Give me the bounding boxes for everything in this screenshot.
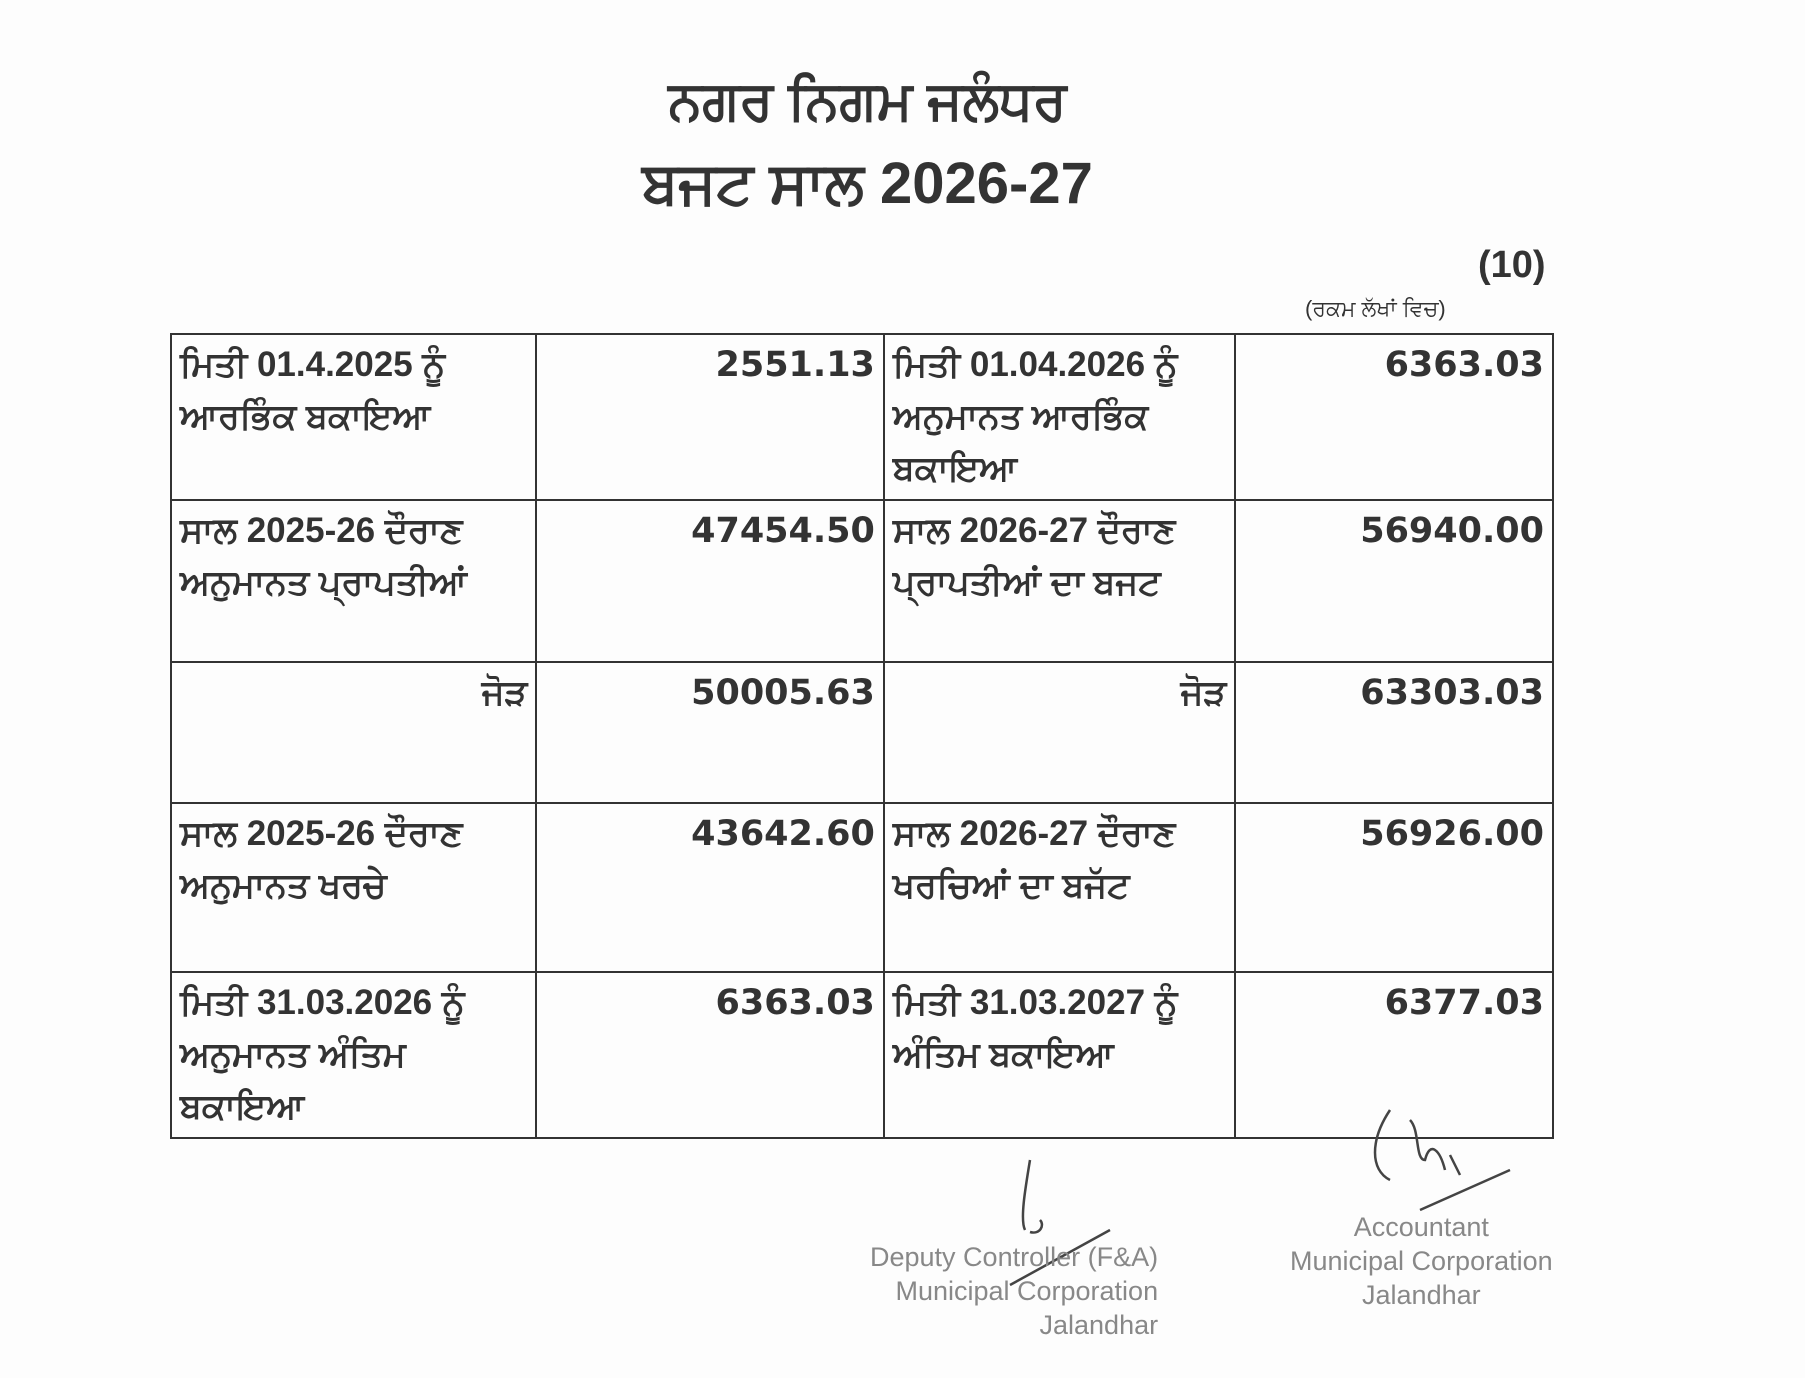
table-row-total	[171, 662, 1553, 803]
total-label: ਜੋੜ	[171, 662, 536, 803]
page-number: (10)	[1478, 244, 1546, 286]
row-value: 43642.60	[536, 803, 884, 972]
signatory-org: Municipal Corporation	[1290, 1246, 1553, 1276]
signature-block-deputy-controller	[870, 1240, 1158, 1342]
document-subtitle: ਬਜਟ ਸਾਲ 2026-27	[642, 151, 1093, 216]
row-label: ਮਿਤੀ 01.4.2025 ਨੂੰ ਆਰਭਿੰਕ ਬਕਾਇਆ	[171, 334, 536, 500]
table-row	[171, 334, 1553, 500]
row-label: ਸਾਲ 2025-26 ਦੌਰਾਣ ਅਨੁਮਾਨਤ ਪ੍ਰਾਪਤੀਆਂ	[171, 500, 536, 662]
row-value: 56940.00	[1235, 500, 1553, 662]
row-value: 2551.13	[536, 334, 884, 500]
budget-summary-table	[170, 333, 1554, 1139]
row-value: 6363.03	[536, 972, 884, 1138]
signature-block-accountant	[1290, 1210, 1553, 1312]
row-value: 6377.03	[1235, 972, 1553, 1138]
total-value: 50005.63	[536, 662, 884, 803]
signatory-city: Jalandhar	[1039, 1310, 1159, 1340]
row-label: ਸਾਲ 2026-27 ਦੌਰਾਣ ਖਰਚਿਆਂ ਦਾ ਬਜੱਟ	[884, 803, 1235, 972]
table-row	[171, 803, 1553, 972]
row-value: 6363.03	[1235, 334, 1553, 500]
signatory-city: Jalandhar	[1362, 1280, 1481, 1310]
signatory-title: Accountant	[1353, 1212, 1489, 1242]
row-label: ਮਿਤੀ 01.04.2026 ਨੂੰ ਅਨੁਮਾਨਤ ਆਰਭਿੰਕ ਬਕਾਇਆ	[884, 334, 1235, 500]
total-label: ਜੋੜ	[884, 662, 1235, 803]
document-title: ਨਗਰ ਨਿਗਮ ਜਲੰਧਰ	[668, 71, 1067, 131]
table-row	[171, 972, 1553, 1138]
signatory-title: Deputy Controller (F&A)	[870, 1242, 1159, 1272]
table-row	[171, 500, 1553, 662]
total-value: 63303.03	[1235, 662, 1553, 803]
signatory-org: Municipal Corporation	[895, 1276, 1159, 1306]
row-label: ਸਾਲ 2025-26 ਦੌਰਾਣ ਅਨੁਮਾਨਤ ਖਰਚੇ	[171, 803, 536, 972]
unit-note: (ਰਕਮ ਲੱਖਾਂ ਵਿਚ)	[1305, 296, 1446, 321]
row-label: ਸਾਲ 2026-27 ਦੌਰਾਣ ਪ੍ਰਾਪਤੀਆਂ ਦਾ ਬਜਟ	[884, 500, 1235, 662]
row-value: 47454.50	[536, 500, 884, 662]
row-label: ਮਿਤੀ 31.03.2026 ਨੂੰ ਅਨੁਮਾਨਤ ਅੰਤਿਮ ਬਕਾਇਆ	[171, 972, 536, 1138]
row-value: 56926.00	[1235, 803, 1553, 972]
row-label: ਮਿਤੀ 31.03.2027 ਨੂੰ ਅੰਤਿਮ ਬਕਾਇਆ	[884, 972, 1235, 1138]
